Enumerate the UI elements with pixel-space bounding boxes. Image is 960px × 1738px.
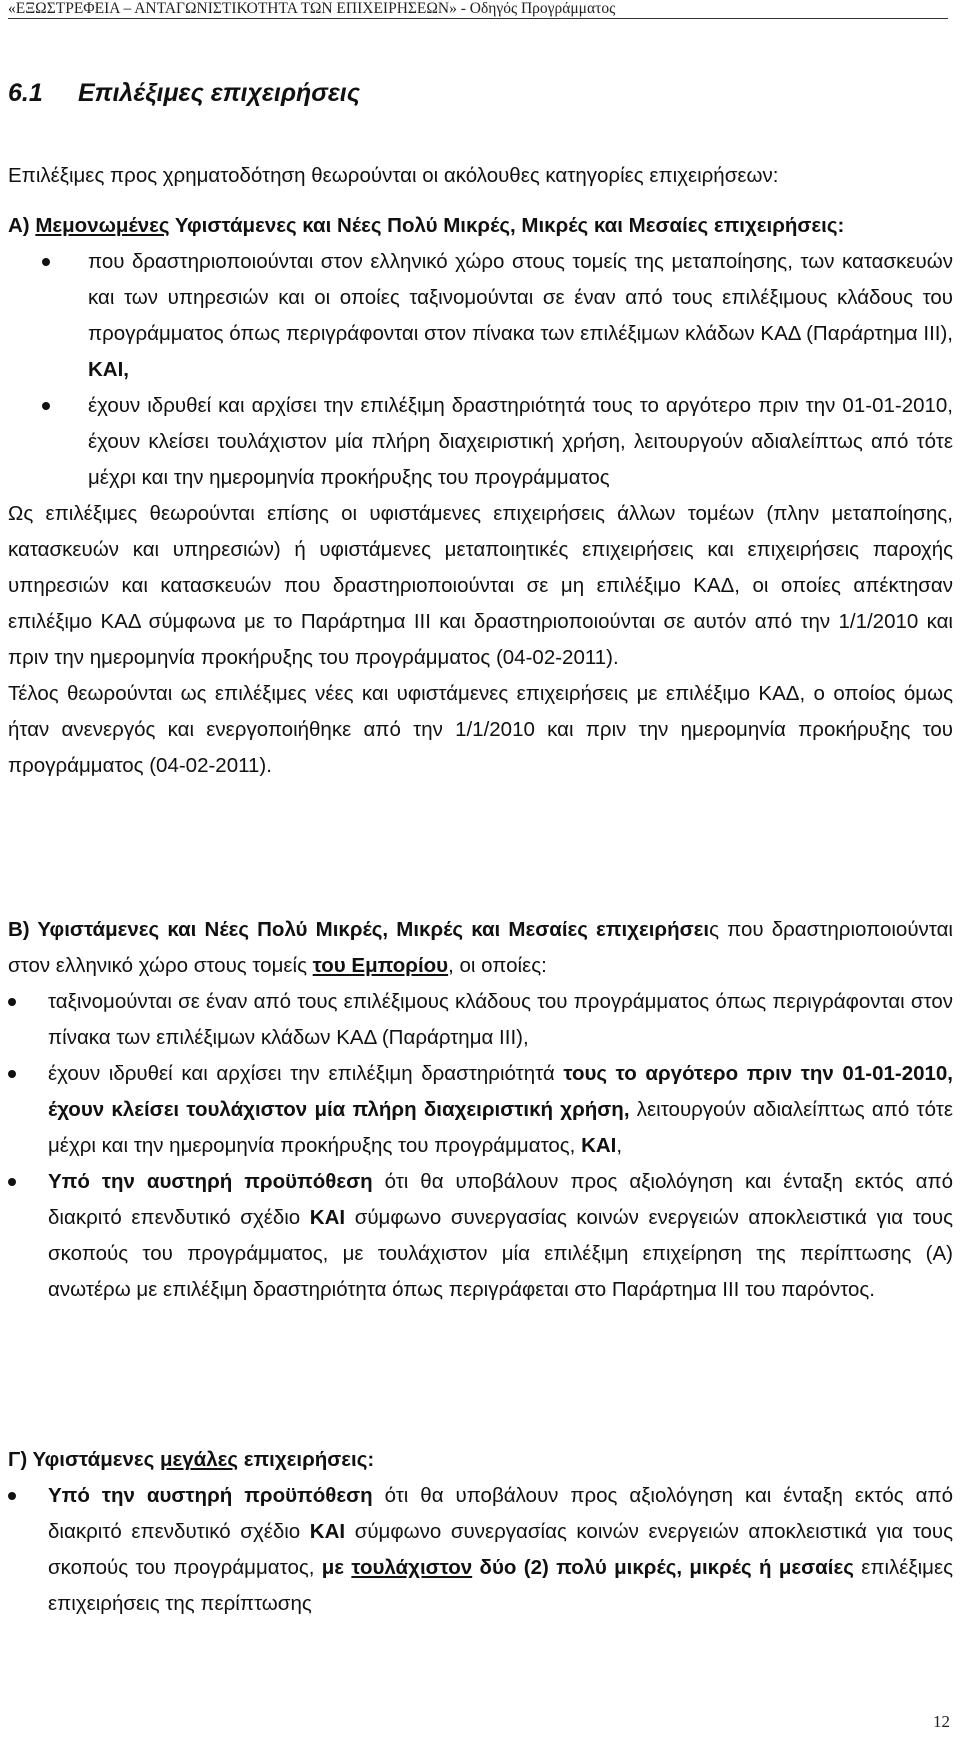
section-b-heading: Β) Υφιστάμενες και Νέες Πολύ Μικρές, Μικρές και Μεσαίες επιχειρήσεις που δραστηριοποιούνται στον ελληνικό χώρο στους τομείς του Εμπορίου, οι οποίες:	[8, 918, 953, 977]
section-b-underlined: του Εμπορίου	[312, 954, 449, 977]
list-item: που δραστηριοποιούνται στον ελληνικό χώρο στους τομείς της μεταποίησης, των κατασκευών και των υπηρεσιών και οι οποίες ταξινομούνται σε έναν από τους επιλέξιμους κλάδους του προγράμματος όπως περιγράφονται στον πίνακα των επιλέξιμων κλάδων ΚΑΔ (Παράρτημα ΙΙΙ), ΚΑΙ,	[8, 244, 953, 388]
list-item: Υπό την αυστηρή προϋπόθεση ότι θα υποβάλουν προς αξιολόγηση και ένταξη εκτός από διακριτό επενδυτικό σχέδιο ΚΑΙ σύμφωνο συνεργασίας κοινών ενεργειών αποκλειστικά για τους σκοπούς του προγράμματος, με τουλάχιστον μία επιλέξιμη επιχείρηση της περίπτωσης (Α) ανωτέρω με επιλέξιμη δραστηριότητα όπως περιγράφεται στο Παράρτημα ΙΙΙ του παρόντος.	[8, 1164, 953, 1308]
section-c-heading: Γ) Υφιστάμενες μεγάλες επιχειρήσεις:	[8, 1448, 375, 1471]
section-a-underlined: Μεμονωμένες	[35, 214, 170, 237]
section-a-heading: Α) Μεμονωμένες Υφιστάμενες και Νέες Πολύ Μικρές, Μικρές και Μεσαίες επιχειρήσεις:	[8, 214, 845, 237]
section-c	[8, 1442, 953, 1622]
list-item: έχουν ιδρυθεί και αρχίσει την επιλέξιμη δραστηριότητά τους το αργότερο πριν την 01-01-2010, έχουν κλείσει τουλάχιστον μία πλήρη διαχειριστική χρήση, λειτουργούν αδιαλείπτως από τότε μέχρι και την ημερομηνία προκήρυξης του προγράμματος	[8, 388, 953, 496]
section-c-bullets	[8, 1478, 953, 1622]
section-title	[8, 78, 360, 108]
section-a-paragraph-2: Τέλος θεωρούνται ως επιλέξιμες νέες και υφιστάμενες επιχειρήσεις με επιλέξιμο ΚΑΔ, ο οποίος όμως ήταν ανενεργός και ενεργοποιήθηκε από την 1/1/2010 και πριν την ημερομηνία προκήρυξης του προγράμματος (04-02-2011).	[8, 682, 953, 777]
section-a-paragraph-1: Ως επιλέξιμες θεωρούνται επίσης οι υφιστάμενες επιχειρήσεις άλλων τομέων (πλην μεταποίησης, κατασκευών και υπηρεσιών) ή υφιστάμενες μεταποιητικές επιχειρήσεις και επιχειρήσεις παροχής υπηρεσιών και κατασκευών που δραστηριοποιούνται σε μη επιλέξιμο ΚΑΔ, οι οποίες απέκτησαν επιλέξιμο ΚΑΔ σύμφωνα με το Παράρτημα ΙΙΙ και δραστηριοποιούνται σε αυτόν από την 1/1/2010 και πριν την ημερομηνία προκήρυξης του προγράμματος (04-02-2011).	[8, 502, 953, 669]
list-item: ταξινομούνται σε έναν από τους επιλέξιμους κλάδους του προγράμματος όπως περιγράφονται στον πίνακα των επιλέξιμων κλάδων ΚΑΔ (Παράρτημα ΙΙΙ),	[8, 984, 953, 1056]
section-title-text: Επιλέξιμες επιχειρήσεις	[78, 79, 361, 107]
section-a	[8, 208, 953, 784]
section-a-bullets	[8, 244, 953, 496]
list-item: έχουν ιδρυθεί και αρχίσει την επιλέξιμη δραστηριότητά τους το αργότερο πριν την 01-01-2010, έχουν κλείσει τουλάχιστον μία πλήρη διαχειριστική χρήση, λειτουργούν αδιαλείπτως από τότε μέχρι και την ημερομηνία προκήρυξης του προγράμματος, ΚΑΙ,	[8, 1056, 953, 1164]
section-b-bullets	[8, 984, 953, 1308]
section-b	[8, 912, 953, 1308]
section-number: 6.1	[8, 79, 43, 107]
intro-paragraph: Επιλέξιμες προς χρηματοδότηση θεωρούνται οι ακόλουθες κατηγορίες επιχειρήσεων:	[8, 164, 779, 187]
list-item: Υπό την αυστηρή προϋπόθεση ότι θα υποβάλουν προς αξιολόγηση και ένταξη εκτός από διακριτό επενδυτικό σχέδιο ΚΑΙ σύμφωνο συνεργασίας κοινών ενεργειών αποκλειστικά για τους σκοπούς του προγράμματος, με τουλάχιστον δύο (2) πολύ μικρές, μικρές ή μεσαίες επιλέξιμες επιχειρήσεις της περίπτωσης	[8, 1478, 953, 1622]
page-number: 12	[933, 1712, 950, 1731]
section-c-underlined: μεγάλες	[159, 1448, 239, 1471]
running-header: «ΕΞΩΣΤΡΕΦΕΙΑ – ΑΝΤΑΓΩΝΙΣΤΙΚΟΤΗΤΑ ΤΩΝ ΕΠΙΧΕΙΡΗΣΕΩΝ» - Οδηγός Προγράμματος	[8, 0, 948, 19]
